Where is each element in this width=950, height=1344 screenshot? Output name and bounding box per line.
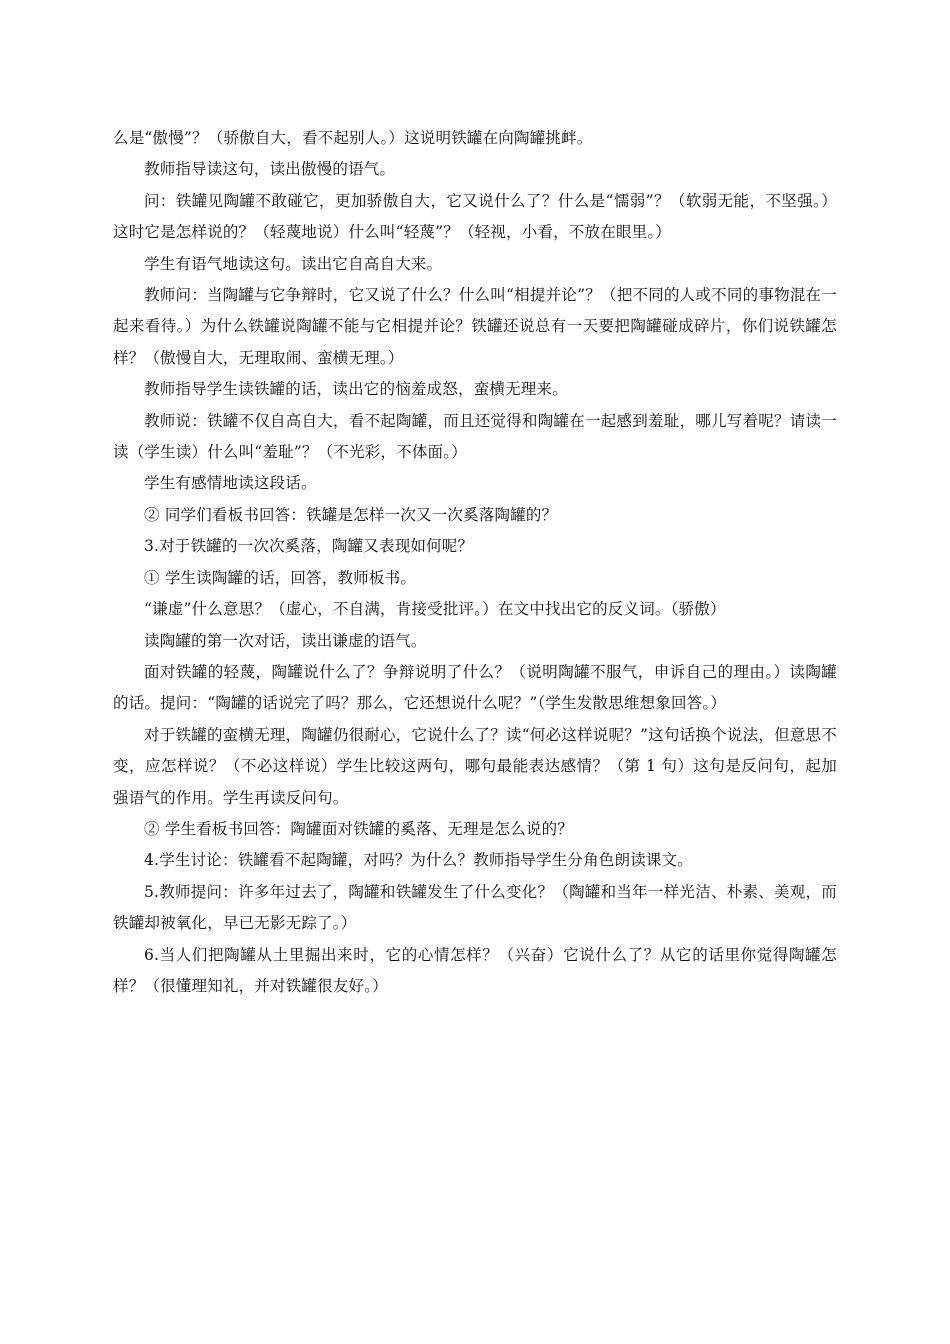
paragraph: 教师问：当陶罐与它争辩时，它又说了什么？什么叫“相提并论”？（把不同的人或不同的事物混在一起来看待。）为什么铁罐说陶罐不能与它相提并论？铁罐还说总有一天要把陶罐碰成碎片，你们说铁罐怎样？（傲慢自大，无理取闹、蛮横无理。） xyxy=(113,286,837,367)
paragraph: 学生有语气地读这句。读出它自高自大来。 xyxy=(144,254,443,273)
paragraph: 4.学生讨论：铁罐看不起陶罐，对吗？为什么？教师指导学生分角色朗读课文。 xyxy=(144,851,693,870)
paragraph: 读陶罐的第一次对话，读出谦虚的语气。 xyxy=(144,631,427,650)
document-body xyxy=(113,123,837,1002)
paragraph: 5.教师提问：许多年过去了，陶罐和铁罐发生了什么变化？（陶罐和当年一样光洁、朴素、美观，而铁罐却被氧化，早已无影无踪了。） xyxy=(113,882,837,933)
paragraph: 学生有感情地读这段话。 xyxy=(144,474,317,493)
paragraph: 6.当人们把陶罐从土里掘出来时，它的心情怎样？（兴奋）它说什么了？从它的话里你觉得陶罐怎样？（很懂理知礼，并对铁罐很友好。） xyxy=(113,945,837,995)
paragraph: ② 学生看板书回答：陶罐面对铁罐的奚落、无理是怎么说的？ xyxy=(144,819,574,838)
paragraph: “谦虚”什么意思？（虚心，不自满，肯接受批评。）在文中找出它的反义词。（骄傲） xyxy=(144,600,726,619)
paragraph: 教师指导读这句，读出傲慢的语气。 xyxy=(144,160,396,179)
paragraph: ① 学生读陶罐的话，回答，教师板书。 xyxy=(144,568,417,587)
paragraph: 面对铁罐的轻蔑，陶罐说什么了？争辩说明了什么？（说明陶罐不服气，申诉自己的理由。）读陶罐的话。提问：“陶罐的话说完了吗？那么，它还想说什么呢？”（学生发散思维想象回答。） xyxy=(113,662,837,713)
paragraph-continuation: 么是“傲慢”？（骄傲自大，看不起别人。）这说明铁罐在向陶罐挑衅。 xyxy=(113,129,593,147)
paragraph: 对于铁罐的蛮横无理，陶罐仍很耐心，它说什么了？读“何必这样说呢？”这句话换个说法，但意思不变，应怎样说？（不必这样说）学生比较这两句，哪句最能表达感情？（第 1 句）这句是反问句，起加强语气的作用。学生再读反问句。 xyxy=(113,725,837,807)
paragraph: 教师指导学生读铁罐的话，读出它的恼羞成怒，蛮横无理来。 xyxy=(144,380,568,399)
paragraph: 问：铁罐见陶罐不敢碰它，更加骄傲自大，它又说什么了？什么是“懦弱”？（软弱无能，不坚强。）这时它是怎样说的？（轻蔑地说）什么叫“轻蔑”？（轻视，小看，不放在眼里。） xyxy=(113,191,837,242)
paragraph: 3.对于铁罐的一次次奚落，陶罐又表现如何呢？ xyxy=(144,537,474,556)
paragraph: 教师说：铁罐不仅自高自大，看不起陶罐，而且还觉得和陶罐在一起感到羞耻，哪儿写着呢？请读一读（学生读）什么叫“羞耻”？（不光彩，不体面。） xyxy=(113,411,837,462)
paragraph: ② 同学们看板书回答：铁罐是怎样一次又一次奚落陶罐的？ xyxy=(144,505,558,524)
